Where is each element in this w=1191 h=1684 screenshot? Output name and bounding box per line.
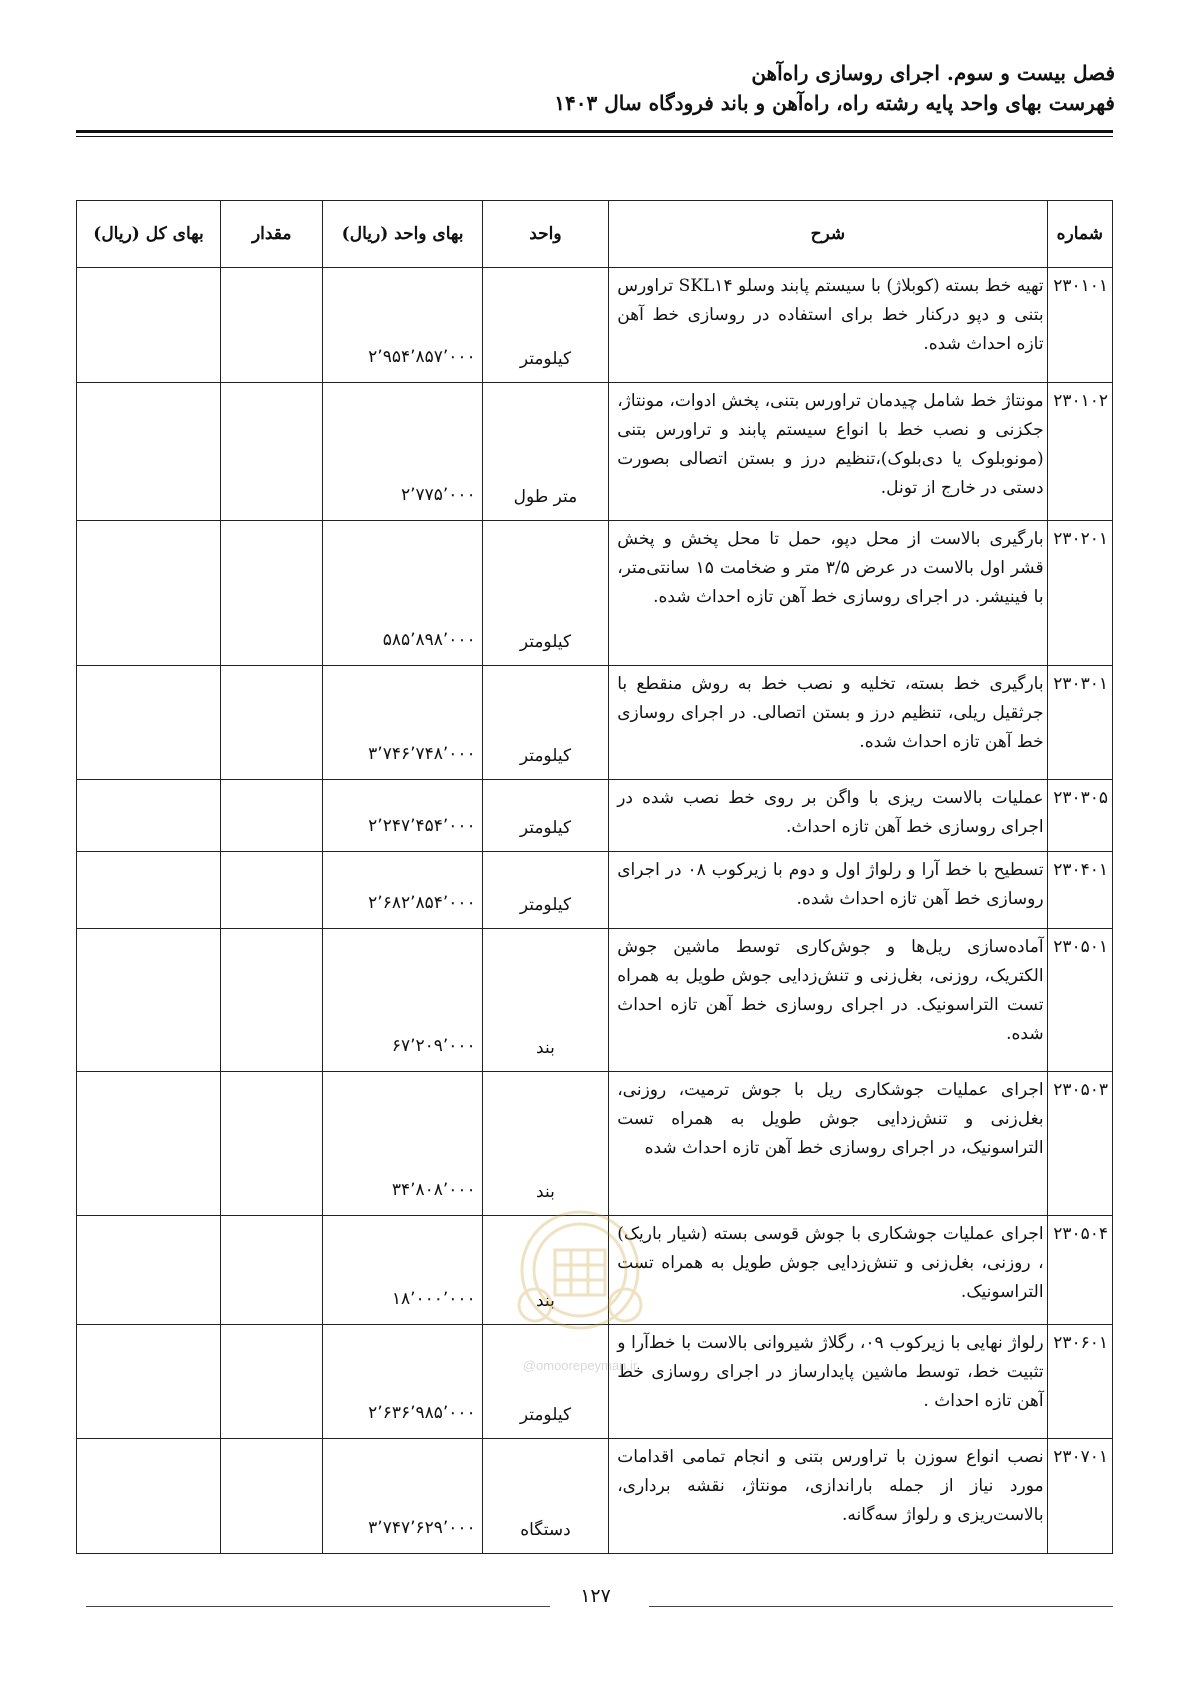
item-code: ۲۳۰۵۰۴: [1047, 1216, 1112, 1325]
watermark-seal-icon: [519, 1212, 641, 1328]
item-total-price: [77, 521, 221, 666]
item-description: بارگیری خط بسته، تخلیه و نصب خط به روش منقطع با جرثقیل ریلی، تنظیم درز و بستن اتصالی. در اجرای روسازی خط آهن تازه احداث شده.: [609, 666, 1047, 780]
item-code: ۲۳۰۶۰۱: [1047, 1325, 1112, 1439]
item-code: ۲۳۰۳۰۱: [1047, 666, 1112, 780]
header-quantity: مقدار: [220, 201, 323, 268]
header-total-price: بهای کل (ریال): [77, 201, 221, 268]
item-description: عملیات بالاست ریزی با واگن بر روی خط نصب شده در اجرای روسازی خط آهن تازه احداث.: [609, 780, 1047, 852]
item-unit-price: ۲٬۹۵۴٬۸۵۷٬۰۰۰: [323, 268, 482, 383]
item-description: بارگیری بالاست از محل دپو، حمل تا محل پخش و پخش قشر اول بالاست در عرض ۳/۵ متر و ضخامت ۱۵ سانتی‌متر، با فینیشر. در اجرای روسازی خط آهن تازه احداث شده.: [609, 521, 1047, 666]
table-row: [77, 268, 1113, 383]
item-description: تسطیح با خط آرا و رلواژ اول و دوم با زیرکوب ۰۸ در اجرای روسازی خط آهن تازه احداث شده.: [609, 852, 1047, 929]
item-total-price: [77, 1216, 221, 1325]
page-number: ۱۲۷: [580, 1585, 611, 1607]
item-quantity: [220, 268, 323, 383]
item-code: ۲۳۰۵۰۱: [1047, 929, 1112, 1072]
chapter-title: فصل بیست و سوم. اجرای روسازی راه‌آهن: [751, 61, 1115, 85]
item-code: ۲۳۰۵۰۳: [1047, 1072, 1112, 1216]
item-total-price: [77, 852, 221, 929]
header-rule-thin: [76, 136, 1113, 137]
table-header-row: [77, 201, 1113, 268]
item-total-price: [77, 666, 221, 780]
header-unit: واحد: [482, 201, 609, 268]
item-quantity: [220, 1216, 323, 1325]
item-unit-price: ۲٬۶۸۲٬۸۵۴٬۰۰۰: [323, 852, 482, 929]
item-description: نصب انواع سوزن با تراورس بتنی و انجام تمامی اقدامات مورد نیاز از جمله باراندازی، مونتاژ، نقشه برداری، بالاست‌ریزی و رلواژ سه‌گانه.: [609, 1439, 1047, 1554]
item-quantity: [220, 666, 323, 780]
footer-rule-right: [649, 1606, 1113, 1607]
item-unit: کیلومتر: [482, 852, 609, 929]
item-quantity: [220, 1325, 323, 1439]
item-quantity: [220, 1439, 323, 1554]
page-header: [76, 58, 1115, 118]
item-quantity: [220, 929, 323, 1072]
item-unit-price: ۳۴٬۸۰۸٬۰۰۰: [323, 1072, 482, 1216]
item-code: ۲۳۰۱۰۱: [1047, 268, 1112, 383]
item-description: مونتاژ خط شامل چیدمان تراورس بتنی، پخش ادوات، مونتاژ، جکزنی و نصب خط با انواع سیستم پابند و تراورس بتنی (مونوبلوک یا دی‌بلوک)،تنظیم درز و بستن اتصالی بصورت دستی در خارج از تونل.: [609, 383, 1047, 521]
item-quantity: [220, 780, 323, 852]
table-row: [77, 1072, 1113, 1216]
watermark-text: @omoorepeyman.ir: [522, 1358, 638, 1373]
item-unit-price: ۳٬۷۴۷٬۶۲۹٬۰۰۰: [323, 1439, 482, 1554]
item-unit-price: ۶۷٬۲۰۹٬۰۰۰: [323, 929, 482, 1072]
item-unit-price: ۵۸۵٬۸۹۸٬۰۰۰: [323, 521, 482, 666]
item-description: اجرای عملیات جوشکاری ریل با جوش ترمیت، روزنی، بغل‌زنی و تنش‌زدایی جوش طویل به همراه تست التراسونیک، در اجرای روسازی خط آهن تازه احداث شده: [609, 1072, 1047, 1216]
item-total-price: [77, 383, 221, 521]
item-quantity: [220, 1072, 323, 1216]
item-code: ۲۳۰۳۰۵: [1047, 780, 1112, 852]
item-unit: کیلومتر: [482, 1325, 609, 1439]
item-code: ۲۳۰۱۰۲: [1047, 383, 1112, 521]
item-unit: کیلومتر: [482, 666, 609, 780]
item-unit-price: ۲٬۷۷۵٬۰۰۰: [323, 383, 482, 521]
item-code: ۲۳۰۷۰۱: [1047, 1439, 1112, 1554]
item-description: اجرای عملیات جوشکاری با جوش قوسی بسته (شیار باریک) ، روزنی، بغل‌زنی و تنش‌زدایی جوش طویل به همراه تست التراسونیک.: [609, 1216, 1047, 1325]
item-total-price: [77, 1325, 221, 1439]
table-row: [77, 666, 1113, 780]
item-total-price: [77, 1439, 221, 1554]
table-row: [77, 852, 1113, 929]
item-unit: بند: [482, 929, 609, 1072]
item-unit: بند: [482, 1216, 609, 1325]
item-total-price: [77, 268, 221, 383]
table-row: [77, 521, 1113, 666]
item-total-price: [77, 1072, 221, 1216]
table-row: [77, 780, 1113, 852]
item-total-price: [77, 929, 221, 1072]
table-row: [77, 383, 1113, 521]
item-quantity: [220, 383, 323, 521]
item-unit: کیلومتر: [482, 780, 609, 852]
item-total-price: [77, 780, 221, 852]
item-unit: دستگاه: [482, 1439, 609, 1554]
item-quantity: [220, 852, 323, 929]
item-unit-price: ۳٬۷۴۶٬۷۴۸٬۰۰۰: [323, 666, 482, 780]
header-unit-price: بهای واحد (ریال): [323, 201, 482, 268]
item-quantity: [220, 521, 323, 666]
item-unit: کیلومتر: [482, 521, 609, 666]
header-code: شماره: [1047, 201, 1112, 268]
item-unit: بند: [482, 1072, 609, 1216]
table-row: [77, 929, 1113, 1072]
item-unit-price: ۱۸٬۰۰۰٬۰۰۰: [323, 1216, 482, 1325]
item-code: ۲۳۰۲۰۱: [1047, 521, 1112, 666]
item-description: تهیه خط بسته (کوبلاژ) با سیستم پابند وسلو SKL۱۴ تراورس بتنی و دپو درکنار خط برای استفاده در روسازی خط آهن تازه احداث شده.: [609, 268, 1047, 383]
document-title: فهرست بهای واحد پایه رشته راه، راه‌آهن و باند فرودگاه سال ۱۴۰۳: [554, 91, 1115, 115]
item-description: رلواژ نهایی با زیرکوب ۰۹، رگلاژ شیروانی بالاست با خط‌آرا و تثبیت خط، توسط ماشین پایدارساز در اجرای روسازی خط آهن تازه احداث .: [609, 1325, 1047, 1439]
header-description: شرح: [609, 201, 1047, 268]
item-unit-price: ۲٬۲۴۷٬۴۵۴٬۰۰۰: [323, 780, 482, 852]
watermark-logo: [505, 1195, 655, 1385]
item-unit: متر طول: [482, 383, 609, 521]
item-code: ۲۳۰۴۰۱: [1047, 852, 1112, 929]
item-unit-price: ۲٬۶۳۶٬۹۸۵٬۰۰۰: [323, 1325, 482, 1439]
item-description: آماده‌سازی ریل‌ها و جوش‌کاری توسط ماشین جوش الکتریک، روزنی، بغل‌زنی و تنش‌زدایی جوش طویل به همراه تست التراسونیک. در اجرای روسازی خط آهن تازه احداث شده.: [609, 929, 1047, 1072]
table-row: [77, 1439, 1113, 1554]
item-unit: کیلومتر: [482, 268, 609, 383]
header-rule: [76, 130, 1113, 133]
